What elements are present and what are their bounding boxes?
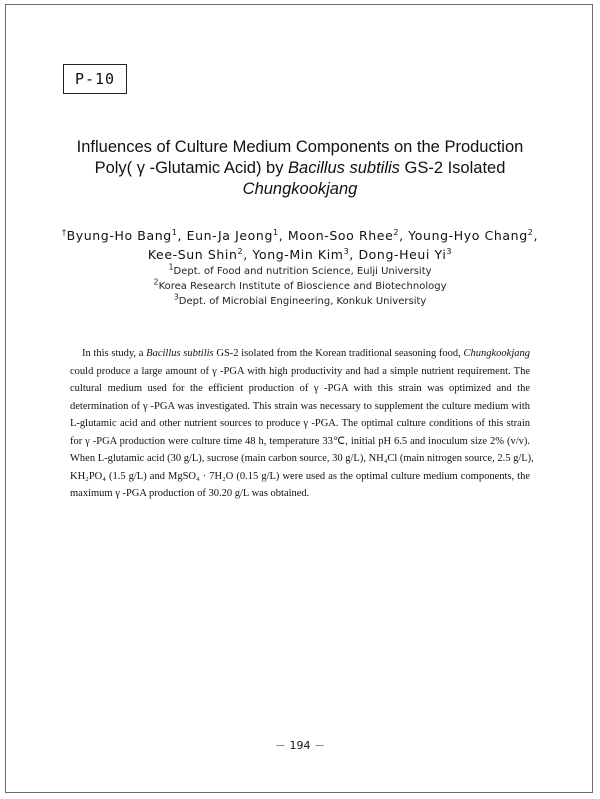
paper-title bbox=[40, 137, 560, 200]
abstract-line: could produce a large amount of γ -PGA with high productivity and had a simple nutrient requirement. The bbox=[70, 365, 530, 377]
abstract-line: L-glutamic acid and other nutrient sources to produce γ -PGA. The optimal culture conditions of this strain bbox=[70, 418, 530, 429]
affiliation-1: $^1$Dept. of Food and nutrition Science, Eulji University bbox=[168, 262, 432, 277]
title-line-2: Poly( γ -Glutamic Acid) by Bacillus subtilis GS-2 Isolated bbox=[94, 159, 506, 177]
author-list bbox=[30, 226, 570, 264]
affiliation-3: $^3$Dept. of Microbial Engineering, Konkuk University bbox=[173, 292, 427, 307]
abstract-line: KH₂PO₄ (1.5 g/L) and MgSO₄ · 7H₂O (0.15 g/L) were used as the optimal culture medium components, the bbox=[70, 470, 530, 482]
author-line-2: Kee-Sun Shin$^2$, Yong-Min Kim$^3$, Dong-Heui Yi$^3$ bbox=[147, 246, 453, 262]
abstract-line: maximum γ -PGA production of 30.20 g/L was obtained. bbox=[70, 488, 310, 499]
affiliation-list bbox=[80, 264, 520, 309]
abstract bbox=[70, 345, 534, 503]
abstract-line: determination of γ -PGA was investigated. This strain was necessary to supplement the culture medium with bbox=[70, 400, 530, 412]
abstract-line: for γ -PGA production were culture time 48 h, temperature 33℃, initial pH 6.5 and inoculum size 2% (v/v). bbox=[70, 435, 530, 447]
session-code-box: P-10 bbox=[63, 64, 127, 94]
page-number: － 194 － bbox=[275, 739, 325, 752]
title-species: Bacillus subtilis bbox=[288, 159, 400, 177]
abstract-line: cultural medium used for the efficient production of γ -PGA with this strain was optimized and the bbox=[70, 383, 530, 394]
abstract-line: In this study, a Bacillus subtilis GS-2 isolated from the Korean traditional seasoning food, Chungkookjang bbox=[82, 348, 531, 359]
affiliation-2: $^2$Korea Research Institute of Bioscience and Biotechnology bbox=[153, 277, 447, 292]
abstract-line: When L-glutamic acid (30 g/L), sucrose (main carbon source, 30 g/L), NH₄Cl (main nitrogen source, 2.5 g/L), bbox=[70, 453, 534, 464]
title-line-3: Chungkookjang bbox=[242, 180, 358, 198]
author-line-1: †Byung-Ho Bang$^1$, Eun-Ja Jeong$^1$, Moon-Soo Rhee$^2$, Young-Hyo Chang$^2$, bbox=[61, 227, 539, 243]
title-line-1: Influences of Culture Medium Components on the Production bbox=[76, 138, 524, 156]
